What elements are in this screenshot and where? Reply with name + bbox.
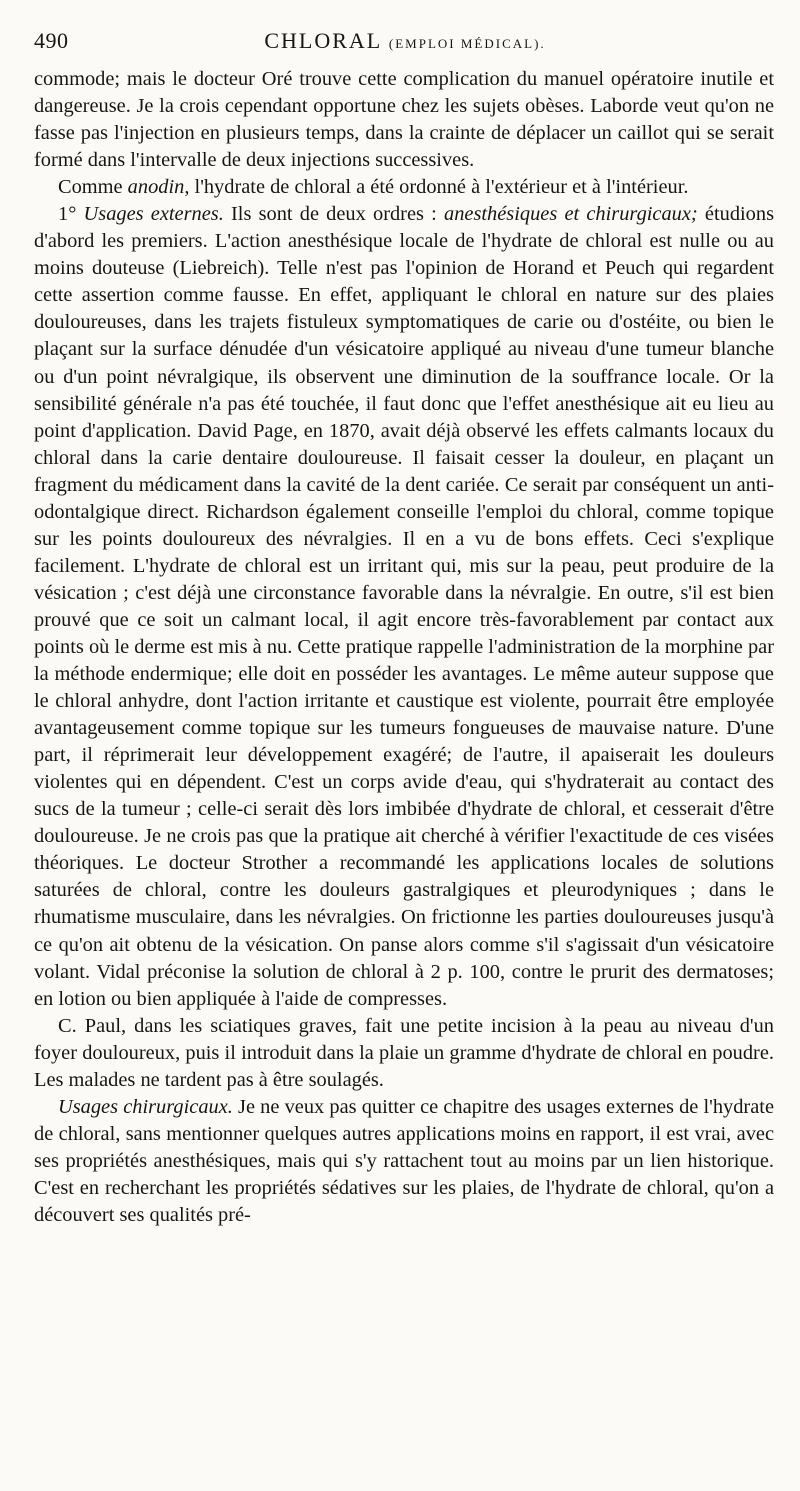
italic-text: anodin (127, 176, 185, 199)
text-run: Comme (58, 176, 128, 199)
italic-text: Usages externes. (83, 203, 224, 226)
paragraph (34, 201, 774, 1012)
paragraph (34, 174, 774, 201)
paragraph (34, 66, 774, 174)
text-run: commode; mais le docteur Oré trouve cette complication du manuel opératoire inutile et dangereuse. Je la crois cependant opportune chez les sujets obèses. Laborde veut qu'on ne fasse pas l'injection en plusieurs temps, dans la crainte de déplacer un caillot qui se serait formé dans l'intervalle de deux injections successives. (34, 68, 774, 172)
text-run: C. Paul, dans les sciatiques graves, fait une petite incision à la peau au niveau d'un foyer douloureux, puis il introduit dans la plaie un gramme d'hydrate de chloral en poudre. Les malades ne tardent pas à être soulagés. (34, 1014, 774, 1091)
text-run: Je ne veux pas quitter ce chapitre des usages externes de l'hydrate de chloral, sans mentionner quelques autres applications moins en rapport, il est vrai, avec ses propriétés anesthésiques, mais qui s'y rattachent tout au moins par un lien historique. C'est en recherchant les propriétés sédatives sur les plaies, de l'hydrate de chloral, qu'on a découvert ses qualités pré- (34, 1095, 774, 1226)
text-run: , l'hydrate de chloral a été ordonné à l'extérieur et à l'intérieur. (184, 176, 689, 199)
running-title-sub: (EMPLOI MÉDICAL). (388, 36, 546, 51)
text-run: 1° (58, 203, 84, 226)
body-text (34, 66, 774, 1229)
paragraph (34, 1013, 774, 1094)
italic-text: anesthésiques et chirurgicaux; (444, 203, 698, 226)
running-head (34, 28, 776, 62)
text-run: étudions d'abord les premiers. L'action anesthésique locale de l'hydrate de chloral est nulle ou au moins douteuse (Liebreich). Telle n'est pas l'opinion de Horand et Peuch qui regardent cette assertion comme fausse. En effet, appliquant le chloral en nature sur des plaies douloureuses, dans les trajets fistuleux symptomatiques de carie ou d'ostéite, ou bien le plaçant sur la surface dénudée d'un vésicatoire appliqué au niveau d'une tumeur blanche ou d'un point névralgique, ils observent une diminution de la souffrance locale. Or la sensibilité générale n'a pas été touchée, il faut donc que l'effet anesthésique ait eu lieu au point d'application. David Page, en 1870, avait déjà observé les effets calmants locaux du chloral dans la carie dentaire douloureuse. Il faisait cesser la douleur, en plaçant un fragment du médicament dans la cavité de la dent cariée. Ce serait par conséquent un anti-odontalgique direct. Richardson également conseille l'emploi du chloral, comme topique sur les points douloureux des névralgies. Il en a vu de bons effets. Ceci s'explique facilement. L'hydrate de chloral est un irritant qui, mis sur la peau, peut produire de la vésication ; c'est déjà une circonstance favorable dans la névralgie. En outre, s'il est bien prouvé que ce soit un calmant local, il agit encore très-favorablement par contact aux points où le derme est mis à nu. Cette pratique rappelle l'administration de la morphine par la méthode endermique; elle doit en posséder les avantages. Le même auteur suppose que le chloral anhydre, dont l'action irritante et caustique est violente, pourrait être employée avantageusement comme topique sur les tumeurs fongueuses de mauvaise nature. D'une part, il réprimerait leur développement exagéré; de l'autre, il apaiserait les douleurs violentes qui en dépendent. C'est un corps avide d'eau, qui s'hydraterait au contact des sucs de la tumeur ; celle-ci serait dès lors imbibée d'hydrate de chloral, et cesserait d'être douloureuse. Je ne crois pas que la pratique ait cherché à vérifier l'exactitude de ces visées théoriques. Le docteur Strother a recommandé les applications locales de solutions saturées de chloral, contre les douleurs gastralgiques et pleurodyniques ; dans le rhumatisme musculaire, dans les névralgies. On frictionne les parties douloureuses jusqu'à ce qu'on ait obtenu de la vésication. On panse alors comme s'il s'agissait d'un vésicatoire volant. Vidal préconise la solution de chloral à 2 p. 100, contre le prurit des dermatoses; en lotion ou bien appliquée à l'aide de compresses. (34, 203, 775, 1010)
text-run: Ils sont de deux ordres : (223, 203, 444, 226)
italic-text: Usages chirurgicaux. (58, 1095, 233, 1118)
running-title-main: CHLORAL (264, 28, 382, 53)
page-number: 490 (34, 28, 69, 53)
paragraph (34, 1094, 774, 1229)
running-title (34, 28, 776, 54)
